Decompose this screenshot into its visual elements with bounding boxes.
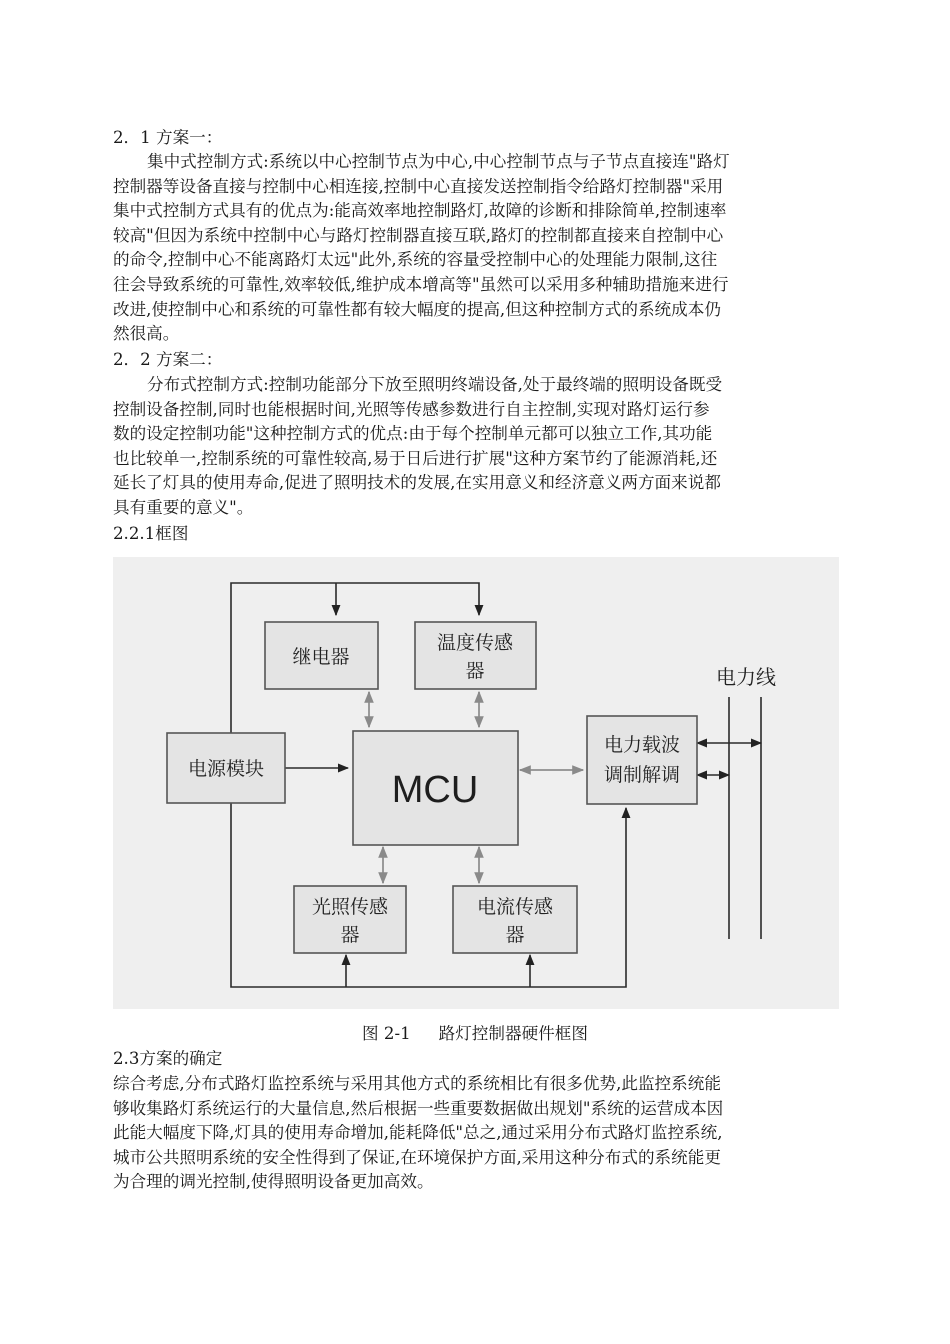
paragraph-line: 改进,使控制中心和系统的可靠性都有较大幅度的提高,但这种控制方式的系统成本仍 [113,299,721,319]
paragraph-line: 的命令,控制中心不能离路灯太远"此外,系统的容量受控制中心的处理能力限制,这往 [113,250,718,270]
paragraph-line: 此能大幅度下降,灯具的使用寿命增加,能耗降低"总之,通过采用分布式路灯监控系统, [113,1123,723,1143]
section-2-1-paragraph [113,150,843,347]
paragraph-line: 分布式控制方式:控制功能部分下放至照明终端设备,处于最终端的照明设备既受 [147,375,723,394]
mcu-label: MCU [391,769,479,811]
paragraph-line: 往会导致系统的可靠性,效率较低,维护成本增高等"虽然可以采用多种辅助措施来进行 [113,274,729,294]
section-2-3-heading: 2.3方案的确定 [113,1049,223,1068]
paragraph-line: 集中式控制方式具有的优点为:能高效率地控制路灯,故障的诊断和排除简单,控制速率 [113,201,727,221]
paragraph-line: 控制器等设备直接与控制中心相连接,控制中心直接发送控制指令给路灯控制器"采用 [113,176,724,196]
paragraph-line: 城市公共照明系统的安全性得到了保证,在环境保护方面,采用这种分布式的系统能更 [113,1147,721,1167]
paragraph-line: 够收集路灯系统运行的大量信息,然后根据一些重要数据做出规划"系统的运营成本因 [113,1098,724,1118]
power-line-label: 电力线 [716,665,776,689]
power-line-carrier-label: 调制解调 [603,764,681,786]
power-line-carrier-box [587,716,697,804]
light-sensor-label: 光照传感 [311,896,389,918]
paragraph-line: 延长了灯具的使用寿命,促进了照明技术的发展,在实用意义和经济意义两方面来说都 [113,473,721,493]
paragraph-line: 具有重要的意义"。 [113,497,254,517]
current-sensor-label: 器 [505,924,525,946]
paragraph-line: 集中式控制方式:系统以中心控制节点为中心,中心控制节点与子节点直接连"路灯 [147,152,730,171]
paragraph-line: 数的设定控制功能"这种控制方式的优点:由于每个控制单元都可以独立工作,其功能 [113,424,713,444]
section-2-2-paragraph [113,373,843,521]
temperature-sensor-label: 器 [465,660,485,682]
figure-number: 图 2-1 [362,1024,411,1043]
paragraph-line: 然很高。 [113,324,180,344]
section-2-1-heading: 2．1 方案一： [113,128,223,147]
hardware-block-diagram [113,557,839,1009]
figure-caption [0,1022,950,1046]
section-2-3-paragraph [113,1072,843,1195]
paragraph-line: 较高"但因为系统中控制中心与路灯控制器直接互联,路灯的控制都直接来自控制中心 [113,225,724,245]
paragraph-line: 为合理的调光控制,使得照明设备更加高效。 [113,1172,434,1192]
temperature-sensor-label: 温度传感 [436,632,514,654]
power-module-label: 电源模块 [187,758,265,780]
section-2-2-heading: 2．2 方案二： [113,350,223,369]
paragraph-line: 综合考虑,分布式路灯监控系统与采用其他方式的系统相比有很多优势,此监控系统能 [113,1074,721,1093]
relay-label: 继电器 [292,646,350,668]
section-2-2-1-heading: 2.2.1框图 [113,524,189,543]
light-sensor-label: 器 [340,924,360,946]
block-diagram-svg [113,557,839,1009]
paragraph-line: 也比较单一,控制系统的可靠性较高,易于日后进行扩展"这种方案节约了能源消耗,还 [113,448,718,468]
paragraph-line: 控制设备控制,同时也能根据时间,光照等传感参数进行自主控制,实现对路灯运行参 [113,399,710,419]
figure-title: 路灯控制器硬件框图 [438,1024,588,1043]
power-line-carrier-label: 电力载波 [603,734,681,756]
current-sensor-label: 电流传感 [476,896,554,918]
